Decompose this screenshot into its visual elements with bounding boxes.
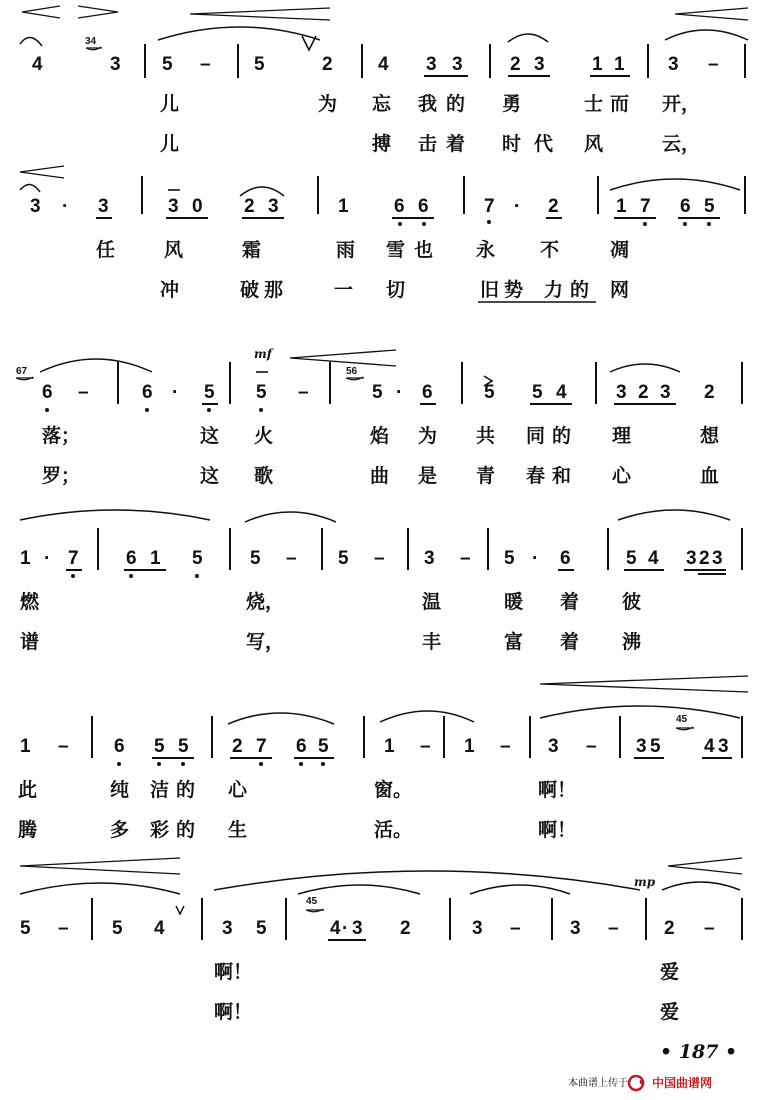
lyric: 时: [502, 133, 522, 155]
lyric: 和: [552, 465, 572, 487]
note: 6: [296, 736, 307, 757]
note: 5: [504, 548, 515, 569]
lyric: 儿: [160, 93, 180, 115]
note: –: [298, 382, 309, 403]
grace-tie: [676, 727, 694, 730]
octave-dot: [181, 762, 185, 766]
slur: [20, 184, 40, 192]
lyric: 罗；: [42, 465, 81, 487]
lyric: 丰: [422, 631, 442, 653]
note: 2: [548, 196, 559, 217]
note: 3: [636, 736, 647, 757]
octave-dot: [117, 762, 121, 766]
note: 3: [452, 54, 463, 75]
note: 4: [330, 918, 341, 939]
note: 7: [256, 736, 267, 757]
note: 3: [616, 382, 627, 403]
slur: [298, 885, 420, 894]
note: 5: [484, 382, 495, 403]
lyric: 破: [240, 279, 260, 301]
breath-mark: [176, 906, 184, 914]
octave-dot: [683, 222, 687, 226]
note: 6: [680, 196, 691, 217]
lyric: 切: [386, 279, 406, 301]
note: ·: [532, 548, 539, 569]
lyric: 窗。: [374, 779, 413, 801]
underline: [684, 570, 726, 574]
lyric: 此: [18, 779, 38, 801]
note: 3: [352, 918, 363, 939]
note: 1: [464, 736, 475, 757]
lyric: 燃: [20, 591, 40, 613]
slur: [380, 711, 474, 722]
lyric: 共: [476, 425, 496, 447]
slur: [228, 713, 334, 724]
brand-logo-icon: [629, 1076, 644, 1090]
lyric: 风: [584, 133, 604, 155]
dynamic-mf: mf: [254, 347, 272, 361]
note: 5: [704, 196, 715, 217]
note: 1: [616, 196, 627, 217]
score-system-3: [16, 347, 742, 487]
grace-note: 45: [306, 896, 318, 907]
slur: [662, 882, 740, 890]
note: 3: [668, 54, 679, 75]
note: –: [58, 918, 69, 939]
note: 3: [268, 196, 279, 217]
lyric: 洁: [150, 779, 170, 801]
lyric: 我: [418, 93, 438, 115]
octave-dot: [157, 762, 161, 766]
note: 5: [204, 382, 215, 403]
octave-dot: [707, 222, 711, 226]
note: 4: [648, 548, 659, 569]
octave-dot: [643, 222, 647, 226]
note: –: [500, 736, 511, 757]
note: 3: [660, 382, 671, 403]
lyric: 落；: [42, 425, 81, 447]
lyric: 啊！: [538, 819, 577, 841]
note: 5: [532, 382, 543, 403]
lyric: 也: [414, 239, 434, 261]
lyric: 雨: [336, 239, 356, 261]
footer-upload-text: 本曲谱上传于: [568, 1078, 628, 1089]
octave-dot: [145, 408, 149, 412]
grace-note: 67: [16, 366, 28, 377]
lyric: 是: [418, 465, 438, 487]
note: 1: [338, 196, 349, 217]
note: 3: [168, 196, 179, 217]
lyric: 的: [446, 93, 466, 115]
lyric: 焰: [370, 425, 390, 447]
lyric: 生: [228, 819, 248, 841]
octave-dot: [259, 762, 263, 766]
note: 5: [254, 54, 265, 75]
note: 6: [114, 736, 125, 757]
slur: [245, 512, 336, 522]
lyric: 凋: [610, 239, 630, 261]
crescendo-hairpin: [290, 350, 396, 366]
note: 3: [424, 548, 435, 569]
slur: [665, 30, 748, 40]
note: –: [420, 736, 431, 757]
lyric: 着: [560, 591, 580, 613]
octave-dot: [398, 222, 402, 226]
decrescendo-hairpin: [78, 6, 118, 18]
crescendo-hairpin: [190, 8, 330, 20]
lyric: 多: [110, 819, 130, 841]
note: 1: [20, 548, 31, 569]
lyric: 士: [584, 93, 604, 115]
lyric: 歌: [254, 465, 274, 487]
note: 6: [422, 382, 433, 403]
lyric: 同: [526, 425, 546, 447]
slur: [20, 510, 210, 520]
note: 4: [154, 918, 165, 939]
note: –: [704, 918, 715, 939]
lyric: 彩: [150, 819, 170, 841]
lyric: 霜: [242, 239, 262, 261]
note: 7: [484, 196, 495, 217]
note: 5: [318, 736, 329, 757]
score-system-1: [20, 6, 748, 155]
lyric: 儿: [160, 133, 180, 155]
octave-dot: [207, 408, 211, 412]
note: –: [374, 548, 385, 569]
note: 2: [232, 736, 243, 757]
grace-note: 45: [676, 714, 688, 725]
lyric: 的: [552, 425, 572, 447]
lyric: 永: [476, 239, 496, 261]
lyric: 啊！: [214, 1001, 253, 1023]
lyric: 腾: [18, 819, 38, 841]
note: 2: [322, 54, 333, 75]
footer-brand-name: 中国曲谱网: [652, 1076, 713, 1090]
note: –: [58, 736, 69, 757]
lyric: 的: [570, 279, 590, 301]
lyric: 啊！: [214, 961, 253, 983]
lyric: 着: [446, 133, 466, 155]
lyric: 彼: [622, 591, 642, 613]
octave-dot: [259, 408, 263, 412]
note: ·: [396, 382, 403, 403]
note: ·: [62, 196, 69, 217]
note: 5: [650, 736, 661, 757]
note: 5: [256, 382, 267, 403]
lyric: 想: [700, 425, 720, 447]
lyric: 烧，: [246, 591, 285, 613]
lyric: 开，: [662, 93, 701, 115]
slur: [158, 27, 320, 40]
lyric: 春: [526, 465, 546, 487]
barlines: [145, 44, 745, 78]
grace-tie: [346, 377, 364, 380]
lyric: 雪: [386, 239, 406, 261]
lyric: 击: [418, 133, 438, 155]
note: 3: [98, 196, 109, 217]
note: 5: [192, 548, 203, 569]
lyric: 这: [200, 465, 220, 487]
note: –: [510, 918, 521, 939]
lyric: 势: [504, 279, 524, 301]
note: 5: [162, 54, 173, 75]
lyric: 不: [540, 239, 560, 261]
note: –: [78, 382, 89, 403]
note: 3: [686, 548, 697, 569]
note: ·: [172, 382, 179, 403]
lyric: 温: [422, 591, 442, 613]
lyric: 爱: [660, 1001, 680, 1023]
slur: [610, 364, 680, 372]
lyric: 啊！: [538, 779, 577, 801]
slur: [20, 37, 42, 46]
note: 6: [394, 196, 405, 217]
lyric: 勇: [502, 93, 522, 115]
note: –: [608, 918, 619, 939]
note: ·: [514, 196, 521, 217]
note: 5: [250, 548, 261, 569]
crescendo-hairpin: [20, 858, 180, 874]
note: 6: [142, 382, 153, 403]
lyric: 任: [96, 239, 116, 261]
note: 6: [126, 548, 137, 569]
page-number: • 187 •: [660, 1041, 738, 1063]
lyric: 谱: [20, 631, 40, 653]
lyric: 纯: [110, 779, 130, 801]
decrescendo-hairpin: [20, 166, 64, 178]
slur: [610, 179, 740, 190]
grace-note: 34: [85, 36, 97, 47]
lyric: 冲: [160, 279, 180, 301]
crescendo-hairpin: [540, 676, 748, 692]
lyric: 的: [176, 779, 196, 801]
slur: [240, 187, 284, 196]
note: 1: [384, 736, 395, 757]
lyric: 网: [610, 279, 630, 301]
note: 6: [418, 196, 429, 217]
lyric: 这: [200, 425, 220, 447]
barlines: [142, 176, 745, 214]
lyric: 着: [560, 631, 580, 653]
lyric: 的: [176, 819, 196, 841]
note: 1: [20, 736, 31, 757]
note: 7: [68, 548, 79, 569]
lyric: 忘: [372, 93, 392, 115]
octave-dot: [299, 762, 303, 766]
note: 7: [640, 196, 651, 217]
lyric: 为: [318, 93, 338, 115]
note: 3: [472, 918, 483, 939]
lyric: 为: [418, 425, 438, 447]
lyric: 理: [612, 425, 632, 447]
octave-dot: [71, 574, 75, 578]
octave-dot: [321, 762, 325, 766]
lyric: 搏: [372, 133, 392, 155]
note: 2: [704, 382, 715, 403]
note: 3: [570, 918, 581, 939]
lyric: 心: [612, 465, 632, 487]
note: 5: [178, 736, 189, 757]
score-system-6: [20, 858, 742, 1023]
lyric: 沸: [622, 631, 642, 653]
note: 4: [378, 54, 389, 75]
octave-dot: [487, 220, 491, 224]
note: 2: [699, 548, 710, 569]
note: 6: [42, 382, 53, 403]
lyric: 曲: [370, 465, 390, 487]
slur: [470, 885, 570, 894]
lyric: 火: [254, 425, 274, 447]
note: ·: [44, 548, 51, 569]
note: 4: [704, 736, 715, 757]
score-system-2: [20, 166, 745, 302]
note: 4: [32, 54, 43, 75]
decrescendo-hairpin: [22, 6, 60, 18]
note: –: [586, 736, 597, 757]
crescendo-hairpin: [675, 8, 748, 20]
lyric: 心: [228, 779, 248, 801]
note: ·: [342, 918, 349, 939]
note: 5: [256, 918, 267, 939]
note: 3: [712, 548, 723, 569]
octave-dot: [422, 222, 426, 226]
slur: [40, 359, 152, 372]
note: 4: [556, 382, 567, 403]
note: 5: [20, 918, 31, 939]
barlines: [92, 898, 742, 940]
slur: [20, 883, 180, 894]
lyric: 而: [610, 93, 630, 115]
lyric: 暖: [504, 591, 524, 613]
grace-note: 56: [346, 366, 358, 377]
note: –: [460, 548, 471, 569]
slur: [214, 871, 640, 890]
note: 3: [718, 736, 729, 757]
note: 5: [338, 548, 349, 569]
note: 3: [534, 54, 545, 75]
grace-tie: [16, 377, 34, 380]
score-system-5: [18, 676, 748, 841]
lyric: 力: [544, 279, 564, 301]
note: 3: [110, 54, 121, 75]
note: 3: [548, 736, 559, 757]
lyric: 血: [700, 465, 720, 487]
note: 5: [372, 382, 383, 403]
octave-dot: [45, 408, 49, 412]
octave-dot: [195, 574, 199, 578]
lyric: 富: [504, 631, 524, 653]
note: 1: [150, 548, 161, 569]
note: 6: [560, 548, 571, 569]
lyric: 青: [476, 465, 496, 487]
lyric: 写，: [246, 631, 285, 653]
note: 5: [112, 918, 123, 939]
lyric: 一: [334, 279, 354, 301]
note: 3: [426, 54, 437, 75]
grace-tie: [306, 909, 324, 912]
note: 2: [664, 918, 675, 939]
note: 3: [30, 196, 41, 217]
score-system-4: [19, 510, 742, 653]
lyric: 风: [164, 239, 184, 261]
note: –: [286, 548, 297, 569]
crescendo-hairpin: [668, 858, 742, 874]
note: 2: [244, 196, 255, 217]
slur: [540, 706, 740, 718]
slur: [618, 510, 730, 520]
note: 5: [626, 548, 637, 569]
note: 0: [192, 196, 203, 217]
lyric: 那: [264, 279, 284, 301]
note: –: [200, 54, 211, 75]
lyric: 代: [534, 133, 554, 155]
slur: [508, 34, 548, 42]
lyric: 活。: [374, 819, 413, 841]
note: 1: [614, 54, 625, 75]
note: 3: [222, 918, 233, 939]
dynamic-mp: mp: [634, 875, 656, 889]
note: 2: [638, 382, 649, 403]
grace-tie: [86, 47, 102, 50]
note: 2: [400, 918, 411, 939]
note: –: [708, 54, 719, 75]
lyric: 旧: [480, 279, 500, 301]
note: 2: [510, 54, 521, 75]
octave-dot: [129, 574, 133, 578]
note: 5: [154, 736, 165, 757]
lyric: 云，: [662, 133, 701, 155]
lyric: 爱: [660, 961, 680, 983]
note: 1: [592, 54, 603, 75]
